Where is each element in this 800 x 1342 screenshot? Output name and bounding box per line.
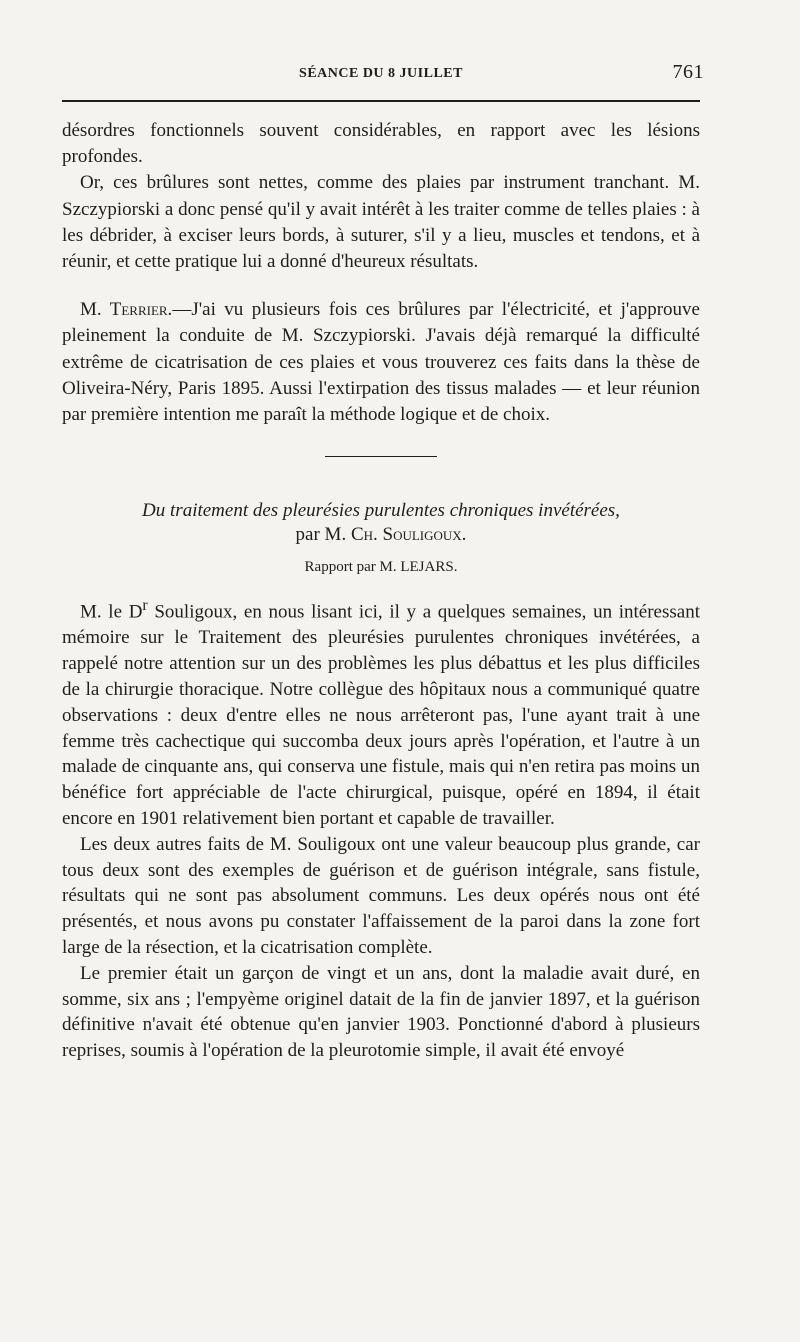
paragraph-terrier bbox=[62, 297, 700, 428]
body-1-rest: Souligoux, en nous lisant ici, il y a quelques semaines, un intéressant mémoire sur le Traitement des pleurésies purulentes chroniques invétérées, a rappelé notre attention sur un des problèmes les plus débattus et les plus difficiles de la chirurgie thoracique. Notre collègue des hôpitaux nous a communiqué quatre observations : deux d'entre elles ne nous arrêteront pas, l'une ayant trait à une femme très cachectique qui succomba deux jours après l'opération, et l'autre à un malade de cinquante ans, qui conserva une fistule, mais qui n'en retira pas moins un bénéfice fort appréciable de l'acte chirurgical, puisque, opéré en 1894, il était encore en 1901 relativement bien portant et capable de travailler. bbox=[62, 601, 700, 829]
body-paragraph-1 bbox=[62, 593, 700, 832]
speaker-name: M. Terrier. bbox=[80, 299, 173, 321]
paragraph-continuation: désordres fonctionnels souvent considérables, en rapport avec les lésions profondes. bbox=[62, 120, 700, 168]
speaker-text: —J'ai vu plusieurs fois ces brûlures par l'électricité, et j'approuve pleinement la conduite de M. Szczypiorski. J'avais déjà remarqué la difficulté extrême de cicatrisation de ces plaies et vous trouverez ces faits dans la thèse de Oliveira-Néry, Paris 1895. Aussi l'extirpation des tissus malades — et leur réunion par première intention me paraît la méthode logique et de choix. bbox=[62, 299, 700, 426]
paragraph-szczypiorski: Or, ces brûlures sont nettes, comme des plaies par instrument tranchant. M. Szczypiorski a donc pensé qu'il y avait intérêt à les traiter comme de telles plaies : à les débrider, à exciser leurs bords, à suturer, s'il y a lieu, muscles et tendons, et à réunir, et cette pratique lui a donné d'heureux résultats. bbox=[62, 172, 700, 273]
body-1-start: M. le D bbox=[80, 601, 143, 623]
page-number: 761 bbox=[672, 61, 704, 83]
author-prefix: par M. bbox=[295, 524, 347, 546]
body-paragraph-3: Le premier était un garçon de vingt et un ans, dont la maladie avait duré, en somme, six ans ; l'empyème originel datait de la fin de janvier 1897, et la guérison définitive n'avait été obtenue qu'en janvier 1903. Ponctionné d'abord à plusieurs reprises, soumis à l'opération de la pleurotomie simple, il avait été envoyé bbox=[62, 962, 700, 1062]
article-body bbox=[62, 593, 700, 1064]
section-separator bbox=[325, 456, 437, 457]
body-paragraph-2: Les deux autres faits de M. Souligoux ont une valeur beaucoup plus grande, car tous deux sont des exemples de guérison et de guérison intégrale, sans fistule, résultats qui ne sont pas absolument communs. Les deux opérés nous ont été présentés, et nous avons pu constater l'affaissement de la paroi dans la zone fort large de la résection, et la cicatrisation complète. bbox=[62, 833, 700, 958]
running-head bbox=[62, 58, 704, 88]
header-rule bbox=[62, 100, 700, 102]
article-title: Du traitement des pleurésies purulentes chroniques invétérées, bbox=[142, 500, 620, 522]
article-author bbox=[62, 523, 700, 547]
running-head-title: SÉANCE DU 8 JUILLET bbox=[299, 66, 463, 81]
report-line: Rapport par M. LEJARS. bbox=[304, 559, 458, 576]
author-name: Ch. Souligoux. bbox=[350, 524, 467, 546]
body-1-sup: r bbox=[142, 597, 148, 615]
